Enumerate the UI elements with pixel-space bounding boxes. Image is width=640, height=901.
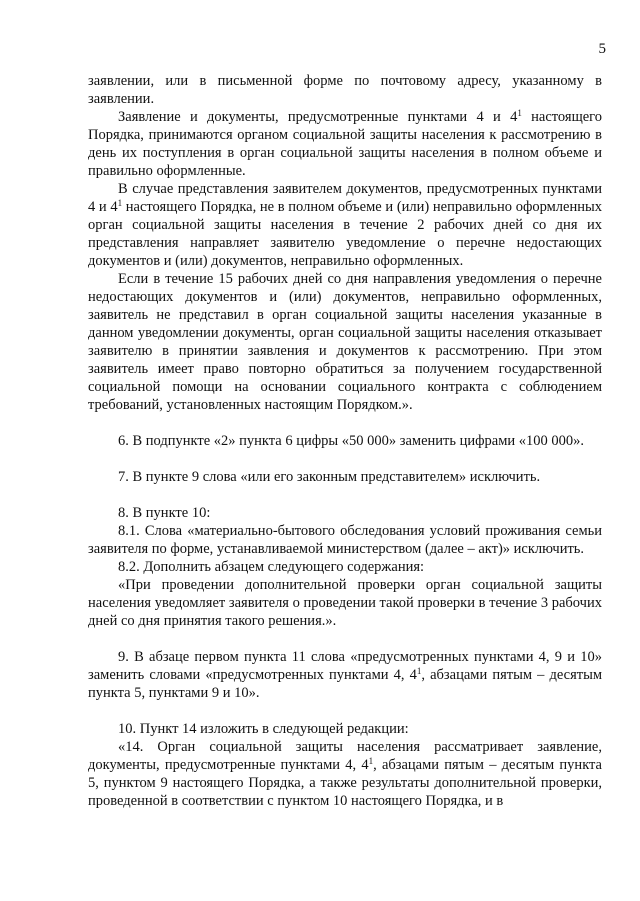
paragraph-item-14-text: «14. Орган социальной защиты населения рассматривает заявление, документы, предусмотренные пунктами 4, $4^1$, абзацами пятым – десятым пункта 5, пунктом 9 настоящего Порядка, а также результаты дополнительной проверки, проведенной в соответствии с пунктом 10 настоящего Порядка, и в bbox=[88, 739, 602, 809]
superscript-one: 1 bbox=[117, 198, 123, 208]
document-body bbox=[88, 72, 602, 810]
paragraph-item-8-2-text: «При проведении дополнительной проверки орган социальной защиты населения уведомляет заявителя о проведении такой проверки в течение 3 рабочих дней со дня принятия такого решения.». bbox=[88, 577, 602, 629]
paragraph-item-7: 7. В пункте 9 слова «или его законным представителем» исключить. bbox=[118, 469, 541, 485]
superscript-one: 1 bbox=[416, 666, 422, 676]
paragraph-refusal: Если в течение 15 рабочих дней со дня направления уведомления о перечне недостающих документов и (или) документов, неправильно оформленных, заявитель не представил в орган социальной защиты населения указанные в данном уведомлении документы, орган социальной защиты населения отказывает заявителю в принятии заявления и документов к рассмотрению. При этом заявитель имеет право повторно обратиться за получением государственной социальной помощи на основании социального контракта с соблюдением требований, установленных настоящим Порядком.». bbox=[88, 271, 602, 413]
page-number: 5 bbox=[598, 41, 606, 57]
paragraph-continuation: заявлении, или в письменной форме по почтовому адресу, указанному в заявлении. bbox=[88, 73, 602, 107]
paragraph-acceptance: Заявление и документы, предусмотренные пунктами 4 и $4^1$ настоящего Порядка, принимаются органом социальной защиты населения к рассмотрению в день их поступления в орган социальной защиты населения в полном объеме и правильно оформленные. bbox=[88, 108, 603, 179]
superscript-one: 1 bbox=[517, 108, 522, 118]
paragraph-incomplete-documents: В случае представления заявителем документов, предусмотренных пунктами 4 и $4^1$ настоящего Порядка, не в полном объеме и (или) неправильно оформленных орган социальной защиты населения в течение 2 рабочих дней со дня их представления направляет заявителю уведомление о перечне недостающих документов и (или) документов, неправильно оформленных. bbox=[88, 181, 602, 269]
paragraph-item-8: 8. В пункте 10: bbox=[118, 505, 211, 521]
paragraph-item-6: 6. В подпункте «2» пункта 6 цифры «50 000» заменить цифрами «100 000». bbox=[118, 433, 585, 449]
superscript-one: 1 bbox=[368, 756, 374, 766]
paragraph-item-10: 10. Пункт 14 изложить в следующей редакции: bbox=[118, 721, 409, 737]
paragraph-item-8-2: 8.2. Дополнить абзацем следующего содержания: bbox=[118, 559, 425, 575]
paragraph-item-9: 9. В абзаце первом пункта 11 слова «предусмотренных пунктами 4, 9 и 10» заменить словами «предусмотренных пунктами 4, $4^1$, абзацами пятым – десятым пункта 5, пунктами 9 и 10». bbox=[88, 649, 602, 701]
paragraph-item-8-1: 8.1. Слова «материально-бытового обследования условий проживания семьи заявителя по форме, устанавливаемой министерством (далее – акт)» исключить. bbox=[88, 523, 602, 557]
